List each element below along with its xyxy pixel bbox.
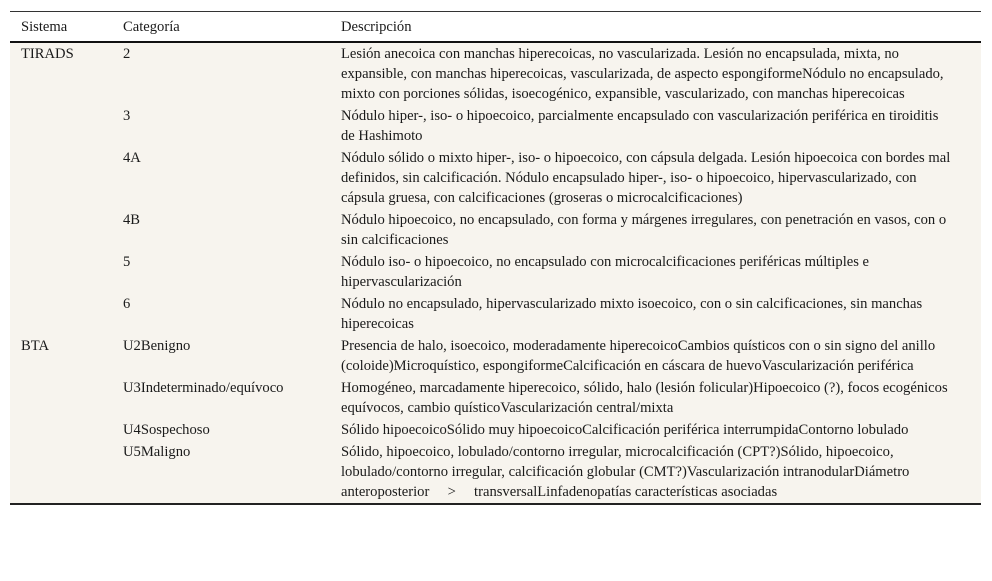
table-row (10, 293, 981, 335)
table-row (10, 335, 981, 377)
table-row (10, 105, 981, 147)
cell-descripcion: Sólido hipoecoicoSólido muy hipoecoicoCalcificación periférica interrumpidaContorno lobulado (341, 422, 909, 438)
cell-sistema: TIRADS (21, 46, 74, 62)
cell-descripcion: Nódulo hipoecoico, no encapsulado, con forma y márgenes irregulares, con penetración en vasos, con o sin calcificaciones (341, 212, 947, 248)
header-descripcion: Descripción (341, 18, 412, 35)
classification-table (10, 11, 981, 505)
header-row (10, 12, 981, 43)
cell-categoria: U3Indeterminado/equívoco (123, 380, 284, 396)
cell-categoria: U4Sospechoso (123, 422, 210, 438)
cell-descripcion: Lesión anecoica con manchas hiperecoicas, no vascularizada. Lesión no encapsulada, mixta, no expansible, con manchas hiperecoicas, vascularizada, de aspecto espongiformeNódulo no encapsulado, mixto con porciones sólidas, isoecogénico, expansible, vascularizado, con manchas hiperecoicas (341, 46, 944, 102)
cell-descripcion: Presencia de halo, isoecoico, moderadamente hiperecoicoCambios quísticos con o sin signo del anillo (coloide)Microquístico, espongiformeCalcificación en cáscara de huevoVascularización periférica (341, 338, 936, 374)
cell-categoria: 4A (123, 150, 141, 166)
classification-table-container (10, 11, 981, 505)
cell-sistema (10, 209, 112, 251)
cell-descripcion: Nódulo no encapsulado, hipervascularizado mixto isoecoico, con o sin calcificaciones, sin manchas hiperecoicas (341, 296, 923, 332)
header-sistema: Sistema (21, 18, 68, 35)
cell-categoria: 2 (123, 46, 131, 62)
cell-categoria: 4B (123, 212, 141, 228)
cell-sistema (10, 147, 112, 209)
cell-descripcion: Nódulo hiper-, iso- o hipoecoico, parcialmente encapsulado con vascularización periférica en tiroiditis de Hashimoto (341, 108, 939, 144)
cell-sistema (10, 441, 112, 504)
table-row (10, 251, 981, 293)
header-categoria: Categoría (123, 18, 180, 35)
cell-descripcion: Sólido, hipoecoico, lobulado/contorno irregular, microcalcificación (CPT?)Sólido, hipoecoico, lobulado/contorno irregular, calcificación globular (CMT?)Vascularización intranodularDiámetro anteroposterior > transversalLinfadenopatías características asociadas (341, 444, 910, 500)
table-row (10, 147, 981, 209)
cell-categoria: 5 (123, 254, 131, 270)
table-row (10, 377, 981, 419)
cell-categoria: 6 (123, 296, 131, 312)
cell-sistema: BTA (21, 338, 50, 354)
table-body (10, 42, 981, 504)
cell-descripcion: Homogéneo, marcadamente hiperecoico, sólido, halo (lesión folicular)Hipoecoico (?), focos ecogénicos equívocos, cambio quísticoVascularización central/mixta (341, 380, 948, 416)
cell-sistema (10, 105, 112, 147)
cell-sistema (10, 251, 112, 293)
table-row (10, 209, 981, 251)
cell-descripcion: Nódulo iso- o hipoecoico, no encapsulado con microcalcificaciones periféricas múltiples e hipervascularización (341, 254, 870, 290)
cell-descripcion: Nódulo sólido o mixto hiper-, iso- o hipoecoico, con cápsula delgada. Lesión hipoecoica con bordes mal definidos, sin calcificación. Nódulo encapsulado hiper-, iso- o hipoecoico, hipervascularizado, con cápsula gruesa, con calcificaciones (groseras o microcalcificaciones) (341, 150, 951, 206)
cell-sistema (10, 293, 112, 335)
cell-sistema (10, 419, 112, 441)
cell-sistema (10, 377, 112, 419)
table-row (10, 42, 981, 105)
table-header (10, 12, 981, 43)
cell-categoria: 3 (123, 108, 131, 124)
cell-categoria: U2Benigno (123, 338, 191, 354)
table-row (10, 441, 981, 504)
table-row (10, 419, 981, 441)
cell-categoria: U5Maligno (123, 444, 191, 460)
